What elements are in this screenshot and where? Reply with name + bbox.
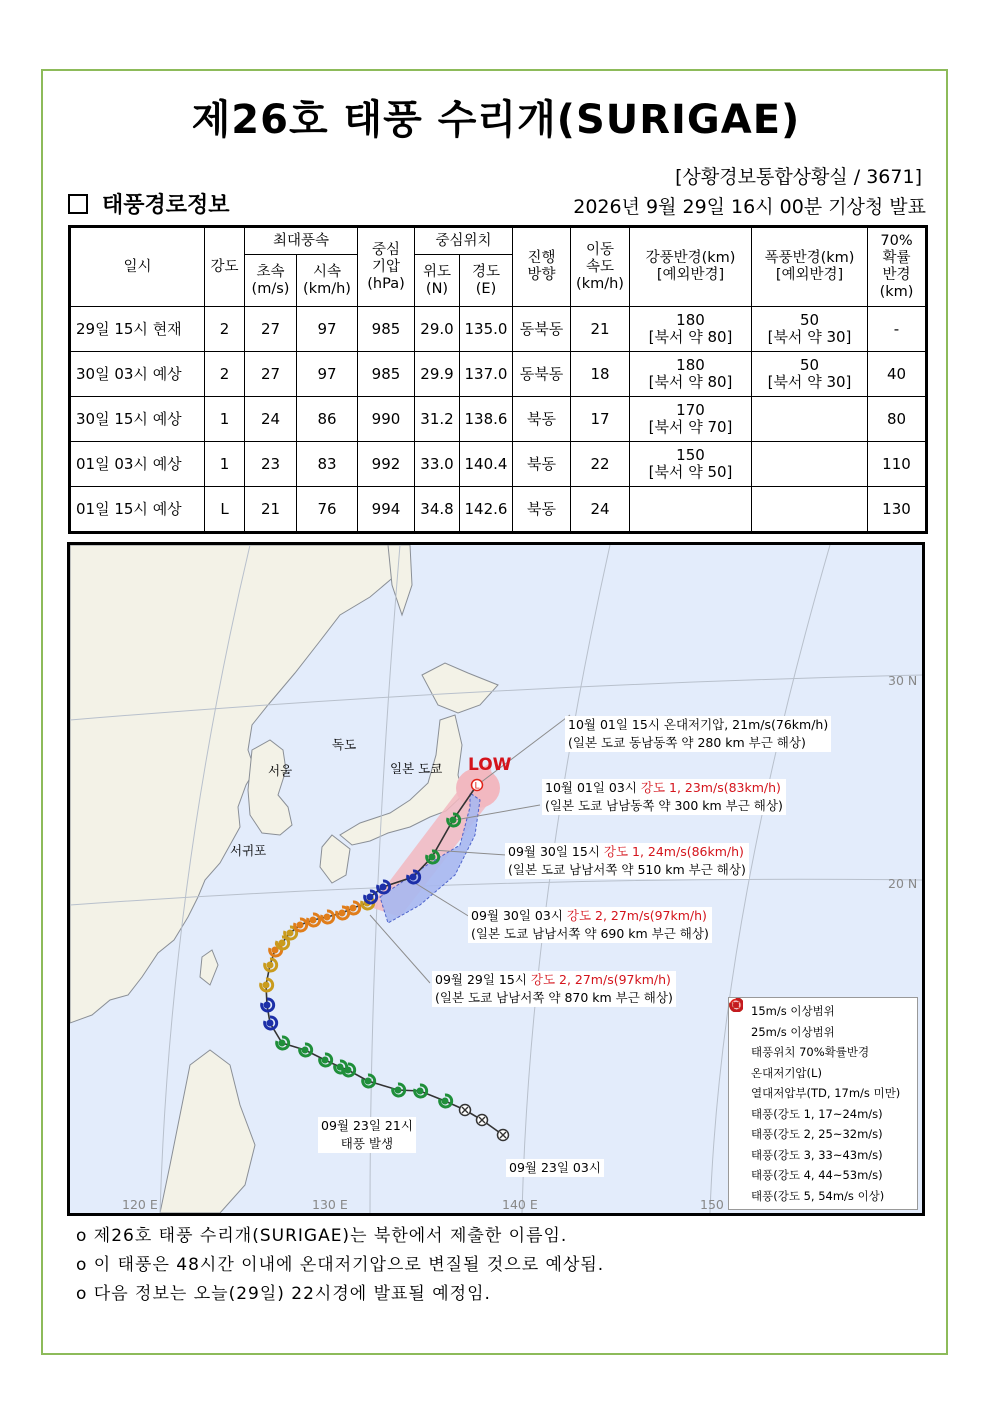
section-title: 태풍경로정보 [102, 193, 230, 218]
cell-speed: 17 [571, 397, 630, 442]
legend-marker-icon [733, 1045, 747, 1059]
cell-gale [630, 487, 752, 533]
header-max-wind: 최대풍속 [245, 227, 358, 255]
legend-marker-icon [733, 1189, 747, 1203]
cell-wind-kmh: 76 [297, 487, 358, 533]
cell-direction: 북동 [513, 487, 571, 533]
header-storm: 폭풍반경(km) [예외반경] [752, 227, 868, 307]
annotation-sep29-15: 09월 29일 15시 강도 2, 27m/s(97km/h) (일본 도쿄 남남서쪽 약 870 km 부근 해상) [432, 971, 676, 1007]
legend-label: 15m/s 이상범위 [751, 1004, 835, 1018]
header-intensity: 강도 [205, 227, 245, 307]
legend-item [733, 1124, 913, 1145]
cell-intensity: L [205, 487, 245, 533]
cell-storm: 50 [북서 약 30] [752, 352, 868, 397]
cell-direction: 동북동 [513, 352, 571, 397]
axis-140e: 140 E [502, 1197, 538, 1212]
axis-20n: 20 N [888, 876, 918, 891]
cell-intensity: 1 [205, 442, 245, 487]
header-lat: 위도 (N) [415, 255, 460, 307]
axis-130e: 130 E [312, 1197, 348, 1212]
issued-time: 2026년 9월 29일 16시 00분 기상청 발표 [573, 196, 926, 218]
cell-intensity: 2 [205, 352, 245, 397]
cell-wind-ms: 27 [245, 307, 297, 352]
cell-lon: 137.0 [460, 352, 513, 397]
legend-label: 태풍(강도 1, 17~24m/s) [751, 1106, 883, 1121]
cell-wind-ms: 23 [245, 442, 297, 487]
cell-speed: 24 [571, 487, 630, 533]
cell-lat: 29.9 [415, 352, 460, 397]
cell-speed: 18 [571, 352, 630, 397]
header-wind-kmh: 시속 (km/h) [297, 255, 358, 307]
cell-gale: 170 [북서 약 70] [630, 397, 752, 442]
place-seogwipo: 서귀포 [230, 843, 267, 858]
legend-label: 온대저기압(L) [751, 1065, 822, 1080]
annotation-sep30-15: 09월 30일 15시 강도 1, 24m/s(86km/h) (일본 도쿄 남남서쪽 약 510 km 부근 해상) [505, 843, 749, 879]
cell-pressure: 985 [358, 307, 415, 352]
legend-marker-icon [733, 1066, 747, 1080]
cell-lat: 29.0 [415, 307, 460, 352]
note-1: o 제26호 태풍 수리개(SURIGAE)는 북한에서 제출한 이름임. [76, 1226, 568, 1246]
section-heading [68, 188, 230, 219]
axis-150e: 150 [700, 1197, 724, 1212]
department-label: [상황경보통합상황실 / 3671] [675, 166, 922, 188]
cell-prob: 110 [868, 442, 927, 487]
cell-pressure: 985 [358, 352, 415, 397]
cell-lon: 140.4 [460, 442, 513, 487]
axis-30n: 30 N [888, 673, 918, 688]
table-row [70, 352, 927, 397]
cell-lon: 135.0 [460, 307, 513, 352]
cell-storm [752, 442, 868, 487]
cell-gale: 180 [북서 약 80] [630, 307, 752, 352]
td-marker-icon [477, 1115, 488, 1126]
legend-label: 열대저압부(TD, 17m/s 미만) [751, 1086, 901, 1100]
legend-item [733, 1001, 913, 1022]
cell-time: 01일 03시 예상 [70, 442, 205, 487]
legend-label: 태풍(강도 5, 54m/s 이상) [751, 1188, 885, 1203]
annotation-oct01-03: 10월 01일 03시 강도 1, 23m/s(83km/h) (일본 도쿄 남남동쪽 약 300 km 부근 해상) [542, 779, 786, 815]
cell-wind-ms: 21 [245, 487, 297, 533]
legend-marker-icon [733, 1086, 747, 1100]
page-title: 제26호 태풍 수리개(SURIGAE) [191, 97, 801, 143]
header-lon: 경도 (E) [460, 255, 513, 307]
cell-time: 01일 15시 예상 [70, 487, 205, 533]
cell-prob: 130 [868, 487, 927, 533]
axis-120e: 120 E [122, 1197, 158, 1212]
header-pressure: 중심기압 (hPa) [358, 227, 415, 307]
header-direction: 진행방향 [513, 227, 571, 307]
table-row [70, 442, 927, 487]
header-speed: 이동속도 (km/h) [571, 227, 630, 307]
annotation-sep30-03: 09월 30일 03시 강도 2, 27m/s(97km/h) (일본 도쿄 남남서쪽 약 690 km 부근 해상) [468, 907, 712, 943]
typhoon-info-table [68, 225, 928, 534]
cell-pressure: 990 [358, 397, 415, 442]
note-3: o 다음 정보는 오늘(29일) 22시경에 발표될 예정임. [76, 1284, 491, 1304]
cell-direction: 동북동 [513, 307, 571, 352]
place-seoul: 서울 [268, 763, 293, 778]
cell-wind-kmh: 97 [297, 307, 358, 352]
header-prob: 70%확률반경 (km) [868, 227, 927, 307]
cell-storm: 50 [북서 약 30] [752, 307, 868, 352]
cell-lon: 138.6 [460, 397, 513, 442]
place-tokyo: 일본 도쿄 [390, 761, 443, 776]
cell-prob: - [868, 307, 927, 352]
cell-pressure: 992 [358, 442, 415, 487]
legend-item [733, 1145, 913, 1166]
notes [76, 1222, 604, 1309]
cell-time: 29일 15시 현재 [70, 307, 205, 352]
low-label: LOW [468, 755, 512, 775]
header-time: 일시 [70, 227, 205, 307]
cell-wind-kmh: 97 [297, 352, 358, 397]
legend-item [733, 1083, 913, 1104]
cell-speed: 22 [571, 442, 630, 487]
legend-label: 태풍(강도 3, 33~43m/s) [751, 1147, 883, 1162]
cell-lat: 31.2 [415, 397, 460, 442]
cell-intensity: 2 [205, 307, 245, 352]
legend-item [733, 1165, 913, 1186]
cell-prob: 80 [868, 397, 927, 442]
cell-pressure: 994 [358, 487, 415, 533]
legend-label: 태풍위치 70%확률반경 [751, 1045, 870, 1059]
legend-item [733, 1104, 913, 1125]
cell-direction: 북동 [513, 397, 571, 442]
header-wind-ms: 초속 (m/s) [245, 255, 297, 307]
legend-label: 태풍(강도 2, 25~32m/s) [751, 1127, 883, 1141]
td-marker-icon [460, 1105, 471, 1116]
legend-label: 태풍(강도 4, 44~53m/s) [751, 1168, 883, 1182]
legend-item [733, 1063, 913, 1084]
table-row [70, 307, 927, 352]
typhoon-track-map [67, 542, 925, 1216]
table-row [70, 487, 927, 533]
cell-storm [752, 487, 868, 533]
header-center: 중심위치 [415, 227, 513, 255]
cell-wind-kmh: 86 [297, 397, 358, 442]
cell-time: 30일 15시 예상 [70, 397, 205, 442]
legend-item [733, 1186, 913, 1207]
svg-text:L: L [474, 781, 480, 792]
legend-item [733, 1042, 913, 1063]
table-row [70, 397, 927, 442]
cell-wind-ms: 24 [245, 397, 297, 442]
note-2: o 이 태풍은 48시간 이내에 온대저기압으로 변질될 것으로 예상됨. [76, 1255, 605, 1275]
cell-storm [752, 397, 868, 442]
cell-prob: 40 [868, 352, 927, 397]
cell-lon: 142.6 [460, 487, 513, 533]
td-marker-icon [498, 1130, 509, 1141]
annotation-oct01-15: 10월 01일 15시 온대저기압, 21m/s(76km/h) (일본 도쿄 동남동쪽 약 280 km 부근 해상) [565, 716, 831, 752]
annotation-genesis: 09월 23일 21시 태풍 발생 [318, 1117, 416, 1153]
legend-marker-icon [733, 1127, 747, 1141]
checkbox-icon [68, 194, 88, 214]
cell-direction: 북동 [513, 442, 571, 487]
cell-speed: 21 [571, 307, 630, 352]
cell-gale: 180 [북서 약 80] [630, 352, 752, 397]
cell-lat: 33.0 [415, 442, 460, 487]
cell-gale: 150 [북서 약 50] [630, 442, 752, 487]
place-dokdo: 독도 [332, 737, 357, 752]
header-gale: 강풍반경(km) [예외반경] [630, 227, 752, 307]
cell-lat: 34.8 [415, 487, 460, 533]
legend-marker-icon [733, 1148, 747, 1162]
cell-time: 30일 03시 예상 [70, 352, 205, 397]
legend-item [733, 1022, 913, 1043]
cell-intensity: 1 [205, 397, 245, 442]
low-marker-icon [472, 780, 483, 792]
legend-marker-icon [733, 1168, 747, 1182]
legend-label: 25m/s 이상범위 [751, 1024, 835, 1039]
cell-wind-ms: 27 [245, 352, 297, 397]
legend-marker-icon [733, 1025, 747, 1039]
cell-wind-kmh: 83 [297, 442, 358, 487]
map-legend [728, 997, 918, 1210]
annotation-start: 09월 23일 03시 [506, 1159, 604, 1177]
legend-marker-icon [733, 1107, 747, 1121]
